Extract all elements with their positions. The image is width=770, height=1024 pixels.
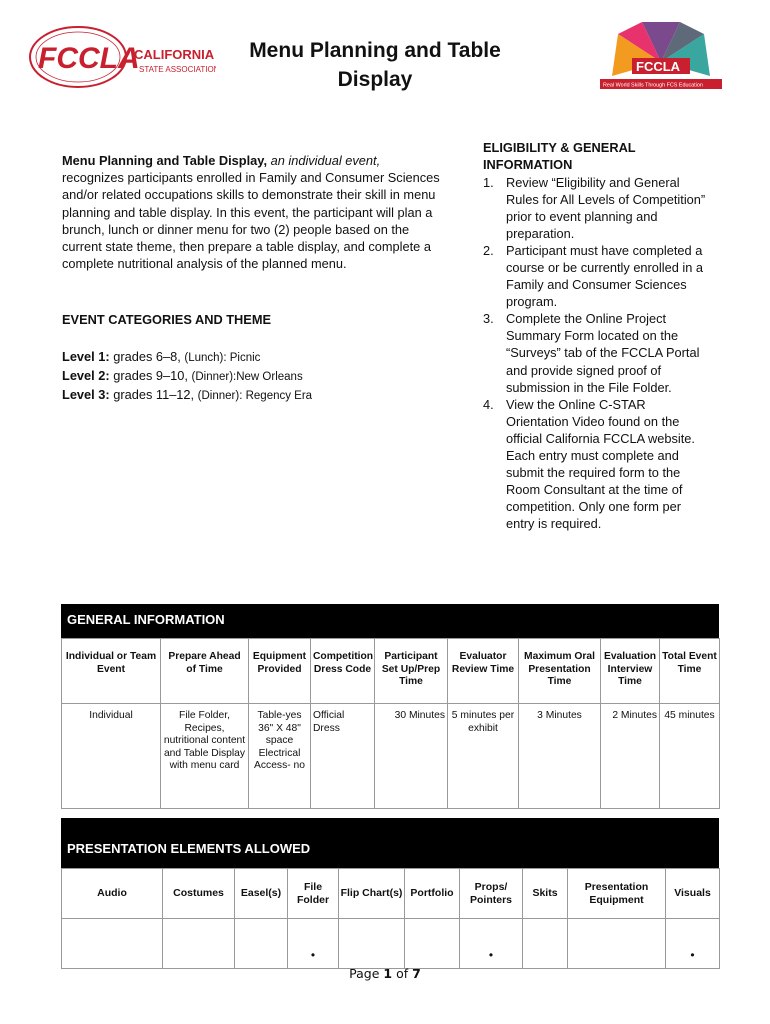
footer-page-total: 7 bbox=[412, 966, 421, 981]
general-info-header bbox=[61, 604, 719, 638]
table-cell bbox=[163, 919, 235, 969]
item-number: 4. bbox=[483, 396, 494, 412]
item-text: Participant must have completed a course or be currently enrolled in a Family and Consumer Sciences program. bbox=[506, 243, 704, 310]
table-cell: File Folder, Recipes, nutritional content and Table Display with menu card bbox=[161, 704, 249, 809]
table-header-cell: Costumes bbox=[163, 869, 235, 919]
level-label: Level 1: bbox=[62, 349, 110, 364]
table-header-cell: Total Event Time bbox=[660, 639, 720, 704]
table-cell bbox=[339, 919, 405, 969]
table-header-row bbox=[62, 869, 720, 919]
item-text: View the Online C-STAR Orientation Video found on the official California FCCLA website. Each entry must complete and submit the required form to the Room Consultant at the time of competition. Only one form per entry is required. bbox=[506, 396, 695, 531]
level-item bbox=[62, 386, 312, 405]
table-header-cell: Visuals bbox=[666, 869, 720, 919]
table-header-row bbox=[62, 639, 720, 704]
table-cell: Official Dress bbox=[311, 704, 375, 809]
table-cell: 30 Minutes bbox=[375, 704, 448, 809]
table-header-cell: Competition Dress Code bbox=[311, 639, 375, 704]
fccla-california-logo bbox=[26, 22, 216, 92]
intro-paragraph bbox=[62, 152, 442, 272]
level-item bbox=[62, 348, 312, 367]
footer-page-number: 1 bbox=[383, 966, 393, 981]
presentation-table bbox=[61, 868, 720, 969]
table-header-cell: Easel(s) bbox=[235, 869, 288, 919]
logo-state-text: STATE ASSOCIATION bbox=[139, 65, 216, 74]
intro-lead-italic: an individual event, bbox=[267, 153, 381, 168]
table-cell bbox=[62, 919, 163, 969]
general-info-table bbox=[61, 638, 720, 809]
table-cell: Individual bbox=[62, 704, 161, 809]
fcs-pinwheel-logo bbox=[592, 16, 730, 94]
table-header-cell: Skits bbox=[523, 869, 568, 919]
logo-main-text: FCCLA bbox=[38, 42, 140, 75]
level-theme: (Dinner): Regency Era bbox=[197, 390, 313, 403]
title-line-1: Menu Planning and Table bbox=[249, 39, 501, 62]
eligibility-heading-line1: ELIGIBILITY & GENERAL bbox=[483, 140, 636, 155]
presentation-header bbox=[61, 818, 719, 868]
logo-california-text: CALIFORNIA bbox=[134, 47, 215, 62]
table-cell: • bbox=[460, 919, 523, 969]
page-footer bbox=[0, 966, 770, 981]
table-header-cell: Props/ Pointers bbox=[460, 869, 523, 919]
table-header-cell: Presentation Equipment bbox=[568, 869, 666, 919]
pinwheel-tagline: Real World Skills Through FCS Education bbox=[603, 82, 703, 89]
eligibility-item bbox=[483, 396, 708, 532]
level-item bbox=[62, 367, 312, 386]
table-cell: 2 Minutes bbox=[601, 704, 660, 809]
table-cell: 5 minutes per exhibit bbox=[448, 704, 519, 809]
item-text: Complete the Online Project Summary Form located on the “Surveys” tab of the FCCLA Portal and provide signed proof of submission in the File Folder. bbox=[506, 311, 700, 395]
level-label: Level 3: bbox=[62, 387, 110, 403]
level-theme: (Dinner):New Orleans bbox=[191, 371, 303, 384]
levels-list bbox=[62, 348, 312, 406]
level-grades: grades 9–10, bbox=[109, 368, 192, 384]
table-header-cell: Evaluator Review Time bbox=[448, 639, 519, 704]
presentation-title: PRESENTATION ELEMENTS ALLOWED bbox=[67, 841, 311, 856]
table-cell: 3 Minutes bbox=[519, 704, 601, 809]
level-grades: grades 6–8, bbox=[109, 349, 185, 364]
level-theme: (Lunch): Picnic bbox=[184, 352, 261, 364]
title-line-2: Display bbox=[337, 68, 413, 91]
item-text: Review “Eligibility and General Rules for All Levels of Competition” prior to event planning and preparation. bbox=[506, 175, 706, 242]
table-header-cell: Portfolio bbox=[405, 869, 460, 919]
table-cell: • bbox=[666, 919, 720, 969]
page-title bbox=[200, 36, 550, 94]
table-header-cell: Audio bbox=[62, 869, 163, 919]
table-header-cell: Individual or Team Event bbox=[62, 639, 161, 704]
intro-body: recognizes participants enrolled in Family and Consumer Sciences and/or related occupations skills to demonstrate their skill in menu planning and table display. In this event, the participant will plan a brunch, lunch or dinner menu for two (2) people based on the current state theme, then prepare a table display, and complete a complete nutritional analysis of the planned menu. bbox=[62, 170, 440, 272]
general-info-title: GENERAL INFORMATION bbox=[67, 612, 225, 627]
pinwheel-wordmark: FCCLA bbox=[636, 59, 681, 74]
item-number: 3. bbox=[483, 311, 494, 327]
eligibility-list bbox=[483, 174, 708, 532]
footer-prefix: Page bbox=[349, 966, 384, 981]
level-grades: grades 11–12, bbox=[109, 387, 198, 403]
intro-lead-bold: Menu Planning and Table Display, bbox=[62, 153, 268, 168]
table-cell bbox=[235, 919, 288, 969]
table-cell: • bbox=[288, 919, 339, 969]
eligibility-heading bbox=[483, 139, 703, 173]
eligibility-heading-line2: INFORMATION bbox=[483, 157, 573, 173]
eligibility-item bbox=[483, 174, 708, 242]
item-number: 1. bbox=[483, 175, 494, 190]
table-header-cell: Flip Chart(s) bbox=[339, 869, 405, 919]
table-cell bbox=[405, 919, 460, 969]
table-header-cell: Participant Set Up/Prep Time bbox=[375, 639, 448, 704]
footer-of: of bbox=[392, 966, 413, 981]
table-header-cell: Evaluation Interview Time bbox=[601, 639, 660, 704]
table-cell: 45 minutes bbox=[660, 704, 720, 809]
table-row bbox=[62, 919, 720, 969]
table-cell bbox=[568, 919, 666, 969]
table-header-cell: Equipment Provided bbox=[249, 639, 311, 704]
table-cell: Table-yes 36" X 48" space Electrical Access- no bbox=[249, 704, 311, 809]
eligibility-item bbox=[483, 242, 708, 310]
categories-heading: EVENT CATEGORIES AND THEME bbox=[62, 312, 272, 327]
item-number: 2. bbox=[483, 243, 494, 259]
eligibility-item bbox=[483, 310, 708, 395]
level-label: Level 2: bbox=[62, 368, 110, 384]
table-header-cell: Prepare Ahead of Time bbox=[161, 639, 249, 704]
table-cell bbox=[523, 919, 568, 969]
table-row bbox=[62, 704, 720, 809]
table-header-cell: File Folder bbox=[288, 869, 339, 919]
table-header-cell: Maximum Oral Presentation Time bbox=[519, 639, 601, 704]
